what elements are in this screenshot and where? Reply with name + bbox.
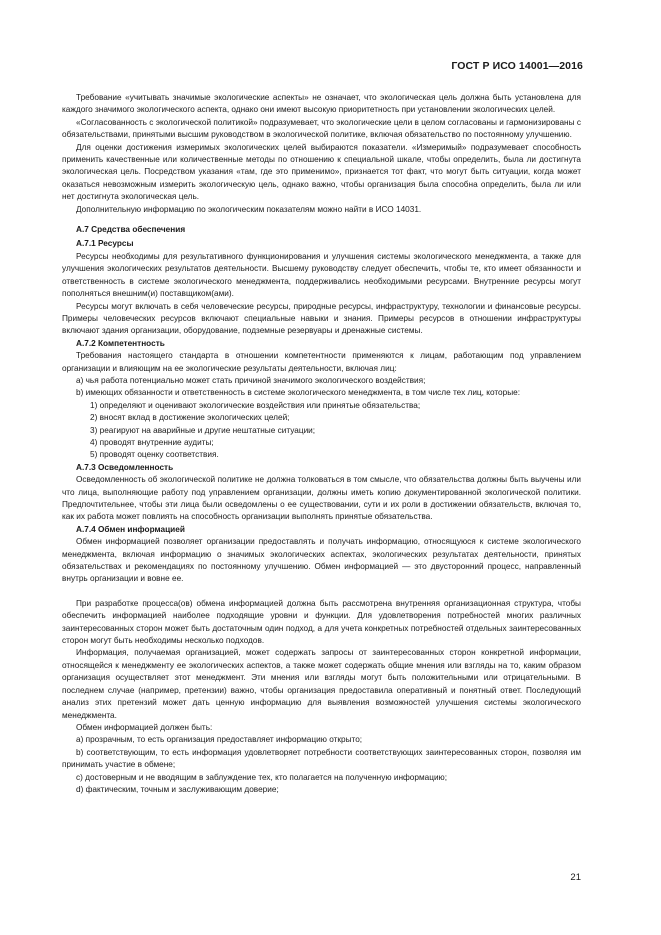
- paragraph: При разработке процесса(ов) обмена информацией должна быть рассмотрена внутренняя организационная структура, чтобы обеспечить информацией наиболее подходящие уровни и функции. Для удовлетворения потребностей многих различных заинтересованных сторон может быть достаточным один подход, а для учета конкретных потребностей отдельных заинтересованных сторон могут быть необходимы несколько подходов.: [62, 598, 581, 646]
- paragraph: Информация, получаемая организацией, может содержать запросы от заинтересованных сторон конкретной информации, относящейся к менеджменту ее экологических аспектов, а также может содержать общие мнения или взгляды на то, каким образом организация осуществляет этот менеджмент. Эти мнения или взгляды могут быть положительными или отрицательными. В последнем случае (например, претензии) важно, чтобы организация предоставила оперативный и понятный ответ. Последующий анализ этих претензий может дать ценную информацию для выявления возможностей улучшения системы экологического менеджмента.: [62, 648, 581, 720]
- document-body: [62, 92, 581, 796]
- list-item: c) достоверным и не вводящим в заблуждение тех, кто полагается на полученную информацию;: [76, 772, 448, 782]
- sub-list-item: 4) проводят внутренние аудиты;: [90, 437, 214, 447]
- section-heading-a7: А.7 Средства обеспечения: [76, 225, 186, 235]
- paragraph: Обмен информацией позволяет организации предоставлять и получать информацию, относящуюся к системе экологического менеджмента, включая информацию о значимых экологических аспектах, экологических результатах деятельности, принятых обязательствах и рекомендациях по постоянному улучшению. Обмен информацией — это двусторонний процесс, направленный внутрь организации и вовне ее.: [62, 537, 581, 584]
- subsection-heading-a71: А.7.1 Ресурсы: [76, 239, 134, 249]
- sub-list-item: 2) вносят вклад в достижение экологических целей;: [90, 413, 290, 423]
- subsection-heading-a74: А.7.4 Обмен информацией: [76, 524, 185, 534]
- list-item: a) прозрачным, то есть организация предоставляет информацию открыто;: [76, 735, 363, 745]
- paragraph: Осведомленность об экологической политике не должна толковаться в том смысле, что обязательства должны быть выучены или что лица, выполняющие работу под управлением организации, должны иметь копию документированной экологической политики. Предпочтительнее, чтобы эти лица были осведомлены о ее существовании, сути и их роли в достижении обязательств, включая то, как их работа может повлиять на способность организации выполнять принятые обязательства.: [62, 475, 581, 522]
- list-item: d) фактическим, точным и заслуживающим доверие;: [76, 784, 279, 794]
- document-header: ГОСТ Р ИСО 14001—2016: [451, 60, 583, 72]
- list-item: b) соответствующим, то есть информация удовлетворяет потребности соответствующих заинтересованных сторон, позволяя им принимать участие в обмене;: [62, 747, 581, 770]
- paragraph: Требование «учитывать значимые экологические аспекты» не означает, что экологическая цель должна быть установлена для каждого значимого экологического аспекта, однако они имеют высокую приоритетность при установлении экологических целей.: [62, 93, 581, 115]
- sub-list-item: 5) проводят оценку соответствия.: [90, 450, 219, 460]
- sub-list-item: 1) определяют и оценивают экологические воздействия или принятые обязательства;: [90, 400, 421, 410]
- paragraph: Для оценки достижения измеримых экологических целей выбираются показатели. «Измеримый» подразумевает способность применить качественные или количественные методы по отношению к специальной шкале, чтобы определить, была ли достигнута экологическая цель. Посредством указания «там, где это применимо», признается тот факт, что могут быть ситуации, когда может оказаться невозможным измерить экологическую цель, однако важно, чтобы организация была способна определить, была ли или нет достигнута экологическая цель.: [62, 142, 581, 202]
- paragraph: Требования настоящего стандарта в отношении компетентности применяются к лицам, работающим под управлением организации и влияющим на ее экологические результаты деятельности, включая лиц:: [62, 351, 581, 373]
- paragraph: Дополнительную информацию по экологическим показателям можно найти в ИСО 14031.: [76, 204, 422, 214]
- paragraph: Обмен информацией должен быть:: [76, 722, 213, 732]
- paragraph: «Согласованность с экологической политикой» подразумевает, что экологические цели в целом согласованы и гармонизированы с обязательствами, принятыми высшим руководством в экологической политике, включая обязательство по постоянному улучшению.: [62, 117, 581, 140]
- sub-list: [62, 400, 581, 462]
- subsection-heading-a72: А.7.2 Компетентность: [76, 338, 165, 348]
- paragraph: Ресурсы необходимы для результативного функционирования и улучшения системы экологического менеджмента, а также для улучшения экологических результатов деятельности. Высшему руководству следует обеспечить, чтобы те, кто имеет обязанности и ответственность в системе экологического менеджмента, поддерживались необходимыми ресурсами. Внутренние ресурсы могут пополняться внешним(и) поставщиком(ами).: [62, 251, 581, 299]
- sub-list-item: 3) реагируют на аварийные и другие нештатные ситуации;: [90, 425, 316, 435]
- paragraph: Ресурсы могут включать в себя человеческие ресурсы, природные ресурсы, инфраструктуру, технологии и финансовые ресурсы. Примеры человеческих ресурсов включают специальные навыки и знания. Примеры ресурсов в отношении инфраструктуры включают здания организации, оборудование, подземные резервуары и дренажные системы.: [62, 301, 581, 336]
- subsection-heading-a73: А.7.3 Осведомленность: [76, 462, 174, 472]
- list-item: a) чья работа потенциально может стать причиной значимого экологического воздействия;: [76, 375, 426, 385]
- page-number: 21: [570, 872, 581, 883]
- list-item: b) имеющих обязанности и ответственность в системе экологического менеджмента, в том числе тех лиц, которые:: [76, 388, 521, 398]
